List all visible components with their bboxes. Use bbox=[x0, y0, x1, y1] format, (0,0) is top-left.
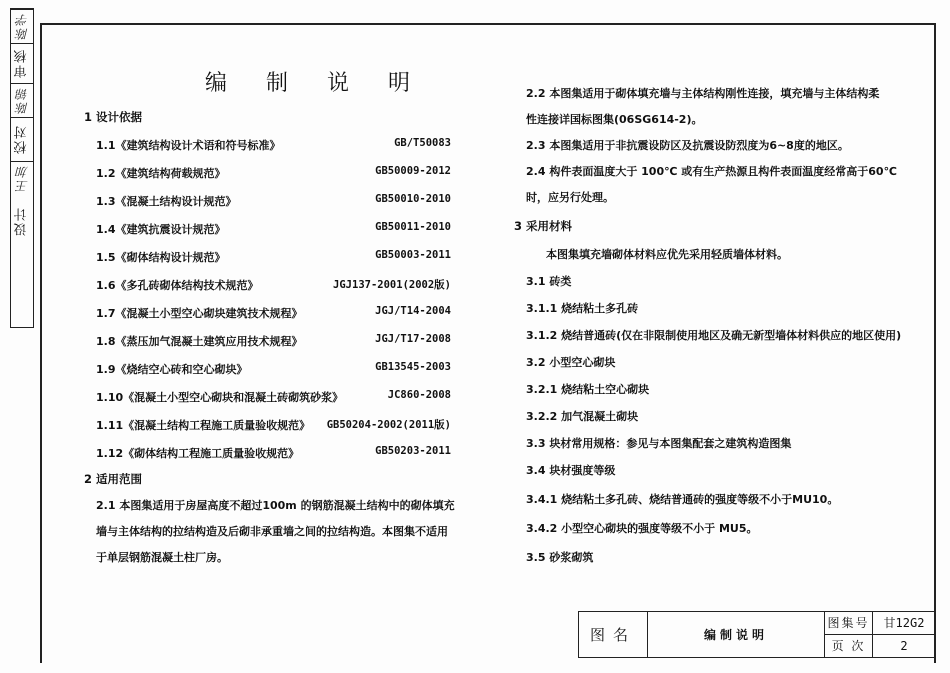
reference-code: GB50011-2010 bbox=[375, 221, 451, 233]
reference-name: 1.7《混凝土小型空心砌块建筑技术规程》 bbox=[96, 307, 303, 320]
reference-name: 1.4《建筑抗震设计规范》 bbox=[96, 223, 226, 236]
reference-code: GB/T50083 bbox=[394, 137, 451, 149]
reference-name: 1.1《建筑结构设计术语和符号标准》 bbox=[96, 139, 281, 152]
label-check: 校对 bbox=[11, 117, 33, 161]
signoff-strip bbox=[10, 8, 34, 328]
reference-item bbox=[96, 137, 451, 155]
scope-line: 2.4 构件表面温度大于 100℃ 或有生产热源且构件表面温度经常高于60℃ bbox=[526, 165, 897, 178]
section-3-heading: 3 采用材料 bbox=[514, 219, 573, 233]
atlas-number-label: 图集号 bbox=[825, 612, 873, 635]
page-number-value: 2 bbox=[900, 638, 908, 653]
reference-name: 1.5《砌体结构设计规范》 bbox=[96, 251, 226, 264]
title-block bbox=[578, 611, 936, 658]
scope-line: 墙与主体结构的拉结构造及后砌非承重墙之间的拉结构造。本图集不适用 bbox=[96, 525, 448, 538]
material-line: 3.2 小型空心砌块 bbox=[526, 356, 616, 369]
material-line: 3.2.2 加气混凝土砌块 bbox=[526, 410, 639, 423]
label-design: 设计 bbox=[14, 206, 30, 236]
material-line: 3.3 块材常用规格：参见与本图集配套之建筑构造图集 bbox=[526, 437, 792, 450]
reference-name: 1.11《混凝土结构工程施工质量验收规范》 bbox=[96, 419, 311, 432]
reference-code: JC860-2008 bbox=[387, 389, 451, 401]
reference-item bbox=[96, 193, 451, 211]
material-line: 3.1.1 烧结粘土多孔砖 bbox=[526, 302, 639, 315]
reference-item bbox=[96, 305, 451, 323]
reference-code: JGJ/T14-2004 bbox=[375, 305, 451, 317]
reference-item bbox=[96, 333, 451, 351]
reference-name: 1.6《多孔砖砌体结构技术规范》 bbox=[96, 279, 259, 292]
material-line: 3.4.1 烧结粘土多孔砖、烧结普通砖的强度等级不小于MU10。 bbox=[526, 493, 839, 506]
page-title: 编 制 说 明 bbox=[205, 71, 426, 96]
reference-item bbox=[96, 165, 451, 183]
reference-item bbox=[96, 221, 451, 239]
reference-code: GB13545-2003 bbox=[375, 361, 451, 373]
scope-line: 于单层钢筋混凝土柱厂房。 bbox=[96, 551, 228, 564]
reference-item bbox=[96, 277, 451, 295]
material-line: 3.4.2 小型空心砌块的强度等级不小于 MU5。 bbox=[526, 522, 758, 535]
material-line: 3.5 砂浆砌筑 bbox=[526, 551, 594, 564]
reference-item bbox=[96, 417, 451, 435]
scope-line: 2.2 本图集适用于砌体填充墙与主体结构刚性连接，填充墙与主体结构柔 bbox=[526, 87, 880, 100]
signature-checker: 陈锦 bbox=[11, 83, 33, 117]
scope-line: 性连接详国标图集(06SG614-2)。 bbox=[526, 113, 703, 126]
section-2-heading: 2 适用范围 bbox=[84, 472, 143, 486]
scope-line: 2.3 本图集适用于非抗震设防区及抗震设防烈度为6~8度的地区。 bbox=[526, 139, 849, 152]
reference-code: GB50010-2010 bbox=[375, 193, 451, 205]
title-block-label: 图名 bbox=[579, 612, 648, 657]
reference-code: GB50003-2011 bbox=[375, 249, 451, 261]
atlas-number-value: 甘12G2 bbox=[873, 612, 935, 635]
reference-item bbox=[96, 361, 451, 379]
reference-name: 1.3《混凝土结构设计规范》 bbox=[96, 195, 237, 208]
reference-name: 1.12《砌体结构工程施工质量验收规范》 bbox=[96, 447, 300, 460]
reference-name: 1.9《烧结空心砖和空心砌块》 bbox=[96, 363, 248, 376]
page-number-label: 页 次 bbox=[825, 635, 873, 658]
reference-code: JGJ/T17-2008 bbox=[375, 333, 451, 345]
signature-reviewer: 陈学 bbox=[11, 9, 33, 43]
material-line: 本图集填充墙砌体材料应优先采用轻质墙体材料。 bbox=[546, 248, 788, 261]
reference-item bbox=[96, 249, 451, 267]
title-block-drawing-name: 编制说明 bbox=[648, 612, 825, 657]
label-review: 审核 bbox=[11, 43, 33, 83]
material-line: 3.2.1 烧结粘土空心砌块 bbox=[526, 383, 650, 396]
signature-designer: 王加 bbox=[11, 161, 33, 195]
material-line: 3.4 块材强度等级 bbox=[526, 464, 616, 477]
reference-code: JGJ137-2001(2002版) bbox=[333, 279, 451, 291]
material-line: 3.1 砖类 bbox=[526, 275, 572, 288]
reference-code: GB50009-2012 bbox=[375, 165, 451, 177]
reference-name: 1.2《建筑结构荷载规范》 bbox=[96, 167, 226, 180]
scope-line: 2.1 本图集适用于房屋高度不超过100m 的钢筋混凝土结构中的砌体填充 bbox=[96, 499, 455, 512]
scope-line: 时，应另行处理。 bbox=[526, 191, 614, 204]
title-block-meta bbox=[825, 612, 935, 657]
reference-item bbox=[96, 445, 451, 463]
reference-code: GB50204-2002(2011版) bbox=[326, 419, 451, 431]
reference-name: 1.10《混凝土小型空心砌块和混凝土砖砌筑砂浆》 bbox=[96, 391, 344, 404]
reference-item bbox=[96, 389, 451, 407]
material-line: 3.1.2 烧结普通砖(仅在非限制使用地区及确无新型墙体材料供应的地区使用) bbox=[526, 329, 902, 342]
reference-code: GB50203-2011 bbox=[375, 445, 451, 457]
section-1-heading: 1 设计依据 bbox=[84, 110, 143, 124]
reference-name: 1.8《蒸压加气混凝土建筑应用技术规程》 bbox=[96, 335, 303, 348]
